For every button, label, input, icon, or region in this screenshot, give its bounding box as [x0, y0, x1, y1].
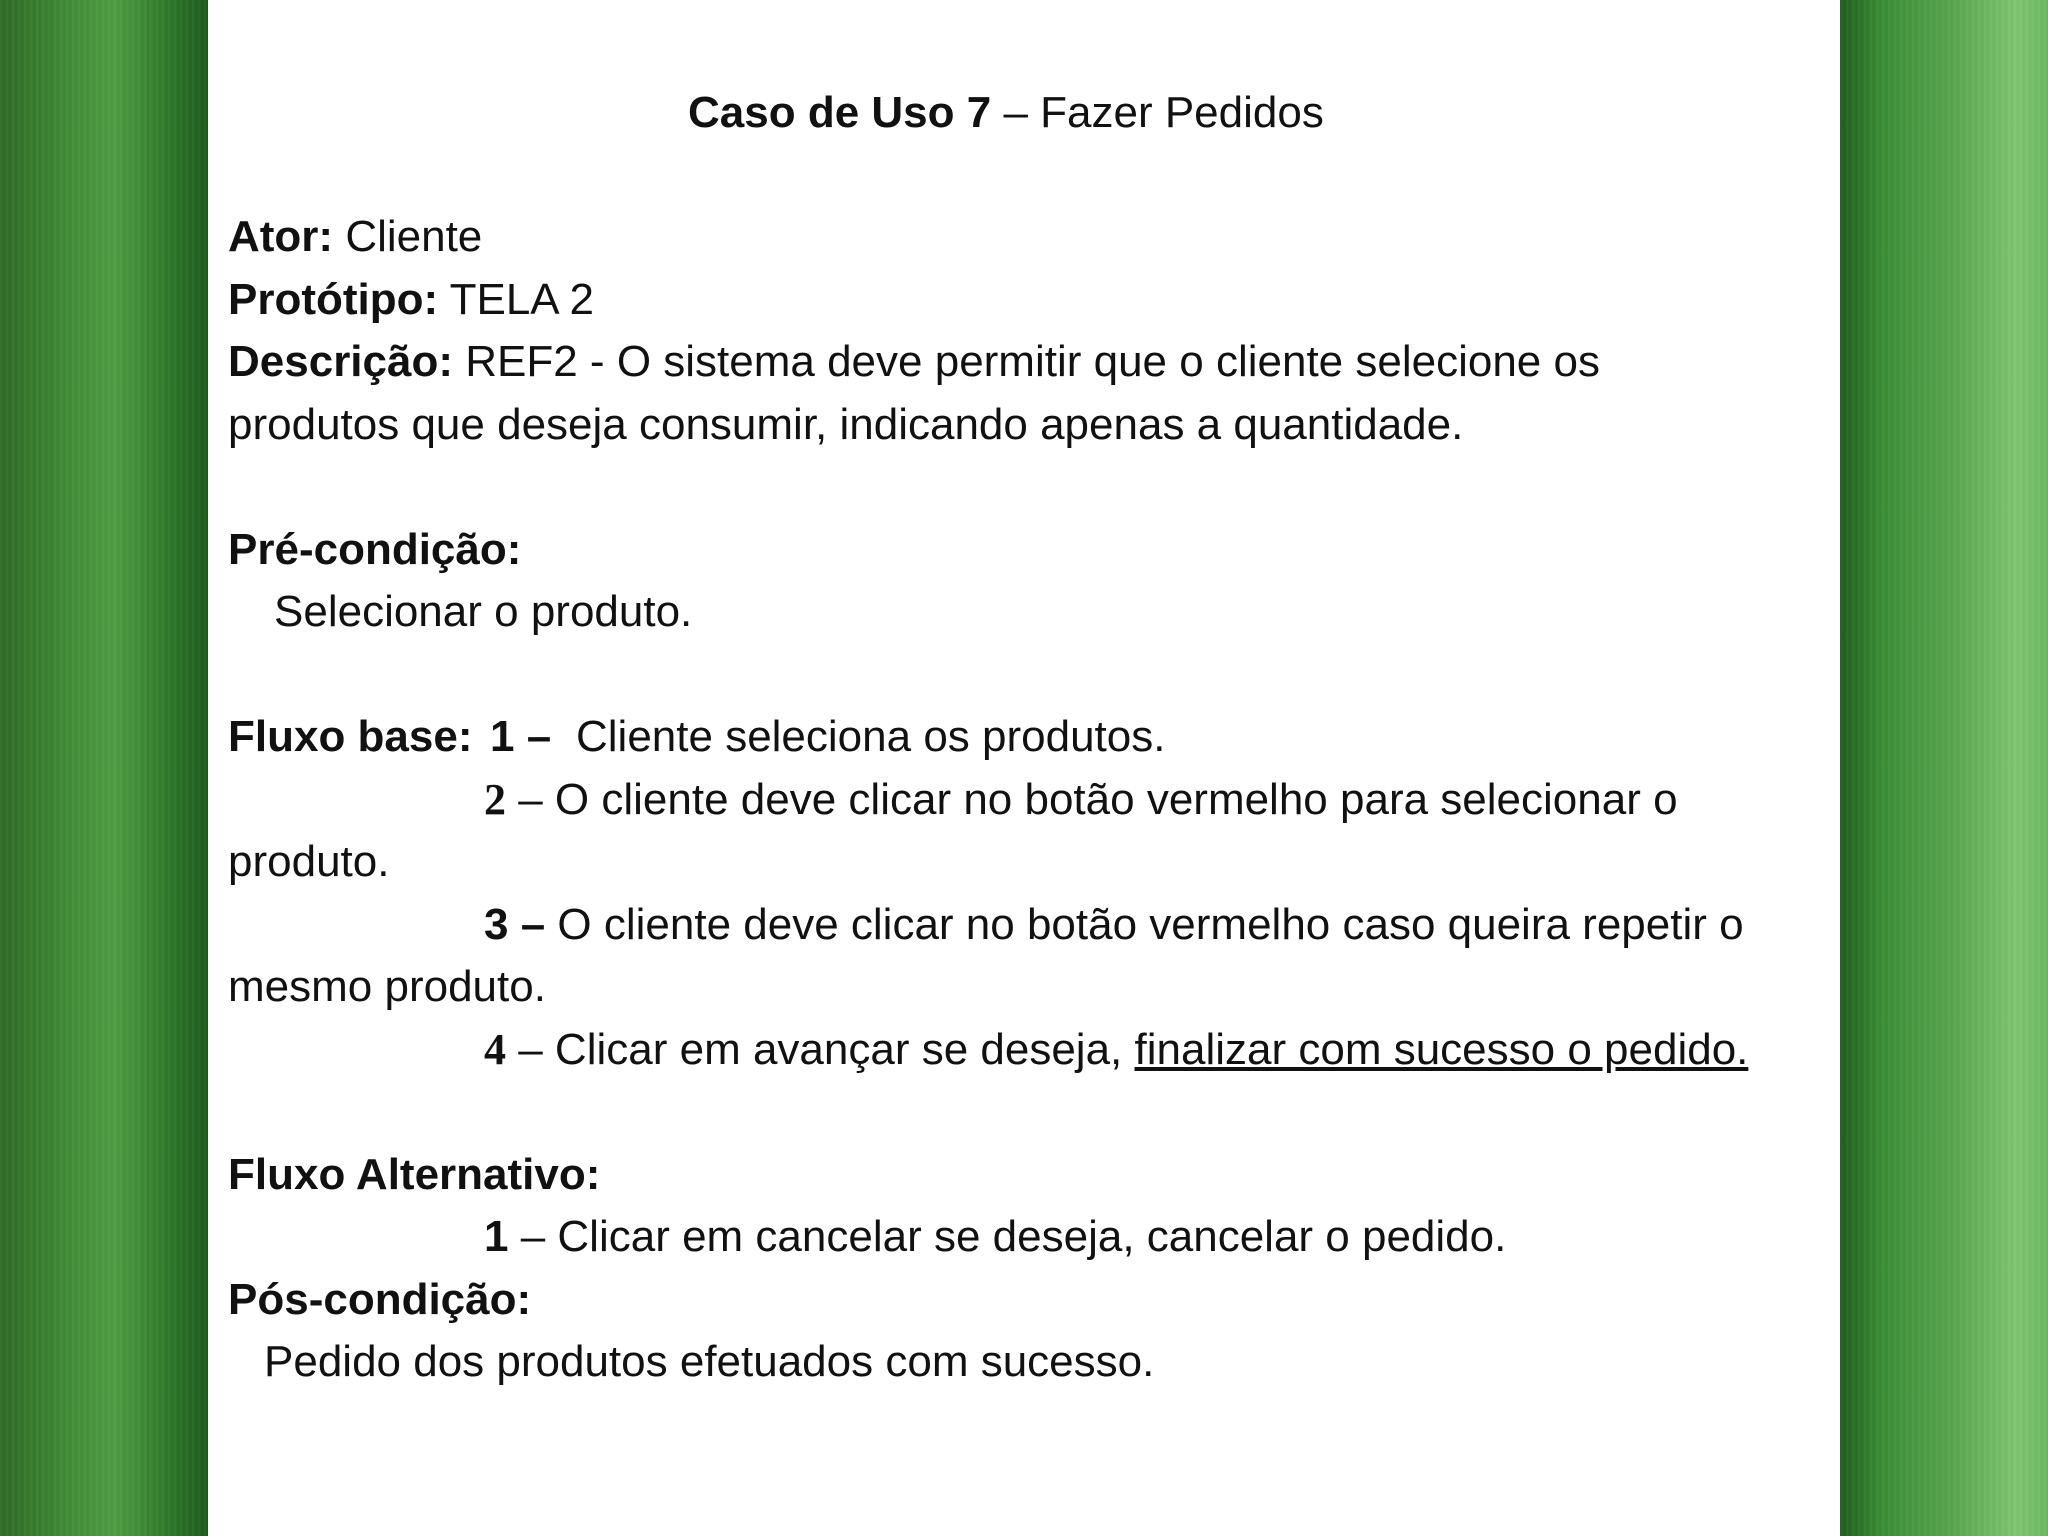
title-rest: – Fazer Pedidos	[991, 88, 1324, 137]
right-green-border	[1840, 0, 2048, 1536]
ator-label: Ator:	[228, 212, 334, 261]
fluxo-alternativo-step1	[484, 1211, 1506, 1263]
prototipo-row	[228, 274, 594, 326]
descricao-label: Descrição:	[228, 337, 454, 386]
ator-row	[228, 211, 482, 263]
precondicao-text: Selecionar o produto.	[274, 587, 693, 636]
fluxo-base-step4-text: – Clicar em avançar se deseja,	[506, 1025, 1135, 1074]
fluxo-base-step3-cont: mesmo produto.	[228, 962, 546, 1011]
left-green-border	[0, 0, 208, 1536]
poscondicao-text: Pedido dos produtos efetuados com sucesso.	[264, 1337, 1155, 1386]
precondicao-label: Pré-condição:	[228, 525, 522, 574]
descricao-line2: produtos que deseja consumir, indicando apenas a quantidade.	[228, 400, 1464, 449]
fluxo-base-step2-num: 2	[484, 775, 506, 824]
fluxo-base-step3	[484, 899, 1744, 951]
fluxo-base-step3-num: 3 –	[484, 900, 546, 949]
fluxo-alternativo-label: Fluxo Alternativo:	[228, 1150, 601, 1199]
document-title	[688, 87, 1324, 139]
descricao-row	[228, 336, 1600, 388]
fluxo-alternativo-step1-num: 1	[484, 1212, 509, 1261]
fluxo-base-step4	[484, 1024, 1748, 1076]
fluxo-base-label: Fluxo base:	[228, 712, 473, 761]
document-page	[208, 0, 1840, 1536]
title-bold: Caso de Uso 7	[688, 88, 992, 137]
prototipo-value: TELA 2	[438, 275, 594, 324]
poscondicao-label: Pós-condição:	[228, 1275, 532, 1324]
fluxo-base-step1-num: 1 –	[490, 712, 552, 761]
fluxo-base-row	[228, 711, 473, 763]
fluxo-base-step4-underlined: finalizar com sucesso o pedido.	[1134, 1025, 1749, 1074]
fluxo-base-step4-num: 4	[484, 1025, 506, 1074]
fluxo-base-step1-text: Cliente seleciona os produtos.	[576, 712, 1166, 761]
fluxo-base-step2-cont: produto.	[228, 837, 390, 886]
fluxo-base-step2-text: – O cliente deve clicar no botão vermelho para selecionar o	[506, 775, 1678, 824]
fluxo-base-step3-text: O cliente deve clicar no botão vermelho caso queira repetir o	[545, 900, 1744, 949]
fluxo-alternativo-step1-text: – Clicar em cancelar se deseja, cancelar o pedido.	[508, 1212, 1507, 1261]
prototipo-label: Protótipo:	[228, 275, 439, 324]
descricao-line1: REF2 - O sistema deve permitir que o cliente selecione os	[453, 337, 1600, 386]
fluxo-base-step2	[484, 774, 1678, 826]
ator-value: Cliente	[333, 212, 483, 261]
